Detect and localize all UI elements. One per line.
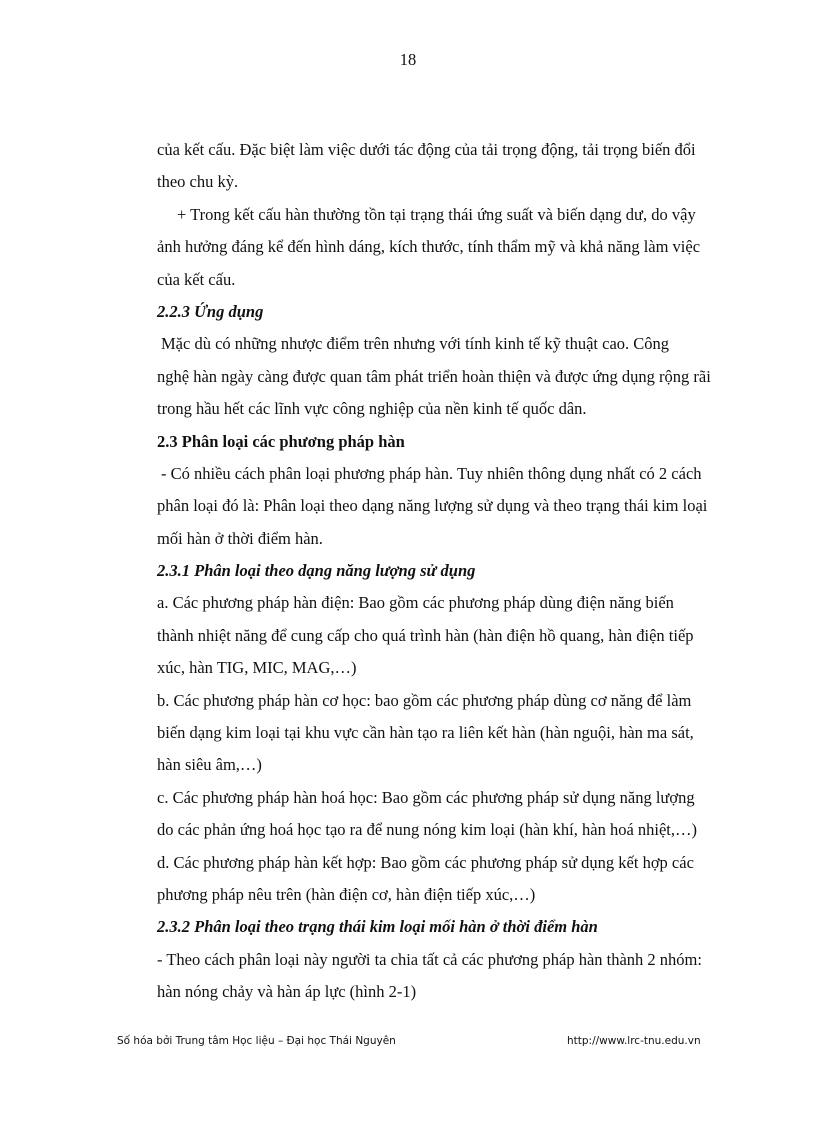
paragraph-line: thành nhiệt năng để cung cấp cho quá trình hàn (hàn điện hồ quang, hàn điện tiếp bbox=[157, 625, 694, 645]
section-heading: 2.3.2 Phân loại theo trạng thái kim loại mối hàn ở thời điểm hàn bbox=[157, 917, 598, 937]
paragraph-line: biến dạng kim loại tại khu vực cần hàn tạo ra liên kết hàn (hàn nguội, hàn ma sát, bbox=[157, 723, 694, 743]
paragraph-line: d. Các phương pháp hàn kết hợp: Bao gồm các phương pháp sử dụng kết hợp các bbox=[157, 852, 694, 872]
paragraph-line: nghệ hàn ngày càng được quan tâm phát triển hoàn thiện và được ứng dụng rộng rãi bbox=[157, 366, 711, 386]
paragraph-line: phương pháp nêu trên (hàn điện cơ, hàn điện tiếp xúc,…) bbox=[157, 884, 536, 904]
section-heading: 2.3 Phân loại các phương pháp hàn bbox=[157, 431, 405, 451]
paragraph-line: c. Các phương pháp hàn hoá học: Bao gồm các phương pháp sử dụng năng lượng bbox=[157, 787, 695, 807]
paragraph-line: + Trong kết cấu hàn thường tồn tại trạng thái ứng suất và biến dạng dư, do vậy bbox=[177, 204, 696, 224]
section-heading: 2.3.1 Phân loại theo dạng năng lượng sử dụng bbox=[157, 561, 476, 581]
paragraph-line: trong hầu hết các lĩnh vực công nghiệp của nền kinh tế quốc dân. bbox=[157, 399, 587, 419]
paragraph-line: theo chu kỳ. bbox=[157, 172, 239, 192]
paragraph-line: ảnh hưởng đáng kể đến hình dáng, kích thước, tính thẩm mỹ và khả năng làm việc bbox=[157, 237, 701, 257]
footer-credit: Số hóa bởi Trung tâm Học liệu – Đại học Thái Nguyên bbox=[117, 1035, 396, 1047]
paragraph-line: Mặc dù có những nhược điểm trên nhưng với tính kinh tế kỹ thuật cao. Công bbox=[161, 334, 670, 354]
paragraph-line: hàn nóng chảy và hàn áp lực (hình 2-1) bbox=[157, 982, 417, 1002]
paragraph-line: do các phản ứng hoá học tạo ra để nung nóng kim loại (hàn khí, hàn hoá nhiệt,…) bbox=[157, 820, 698, 840]
page-number: 18 bbox=[399, 50, 417, 69]
paragraph-line: của kết cấu. Đặc biệt làm việc dưới tác động của tải trọng động, tải trọng biến đổi bbox=[157, 140, 696, 159]
section-heading: 2.2.3 Ứng dụng bbox=[157, 301, 264, 321]
paragraph-line: b. Các phương pháp hàn cơ học: bao gồm các phương pháp dùng cơ năng để làm bbox=[157, 690, 692, 710]
paragraph-line: xúc, hàn TIG, MIC, MAG,…) bbox=[157, 658, 357, 678]
paragraph-line: phân loại đó là: Phân loại theo dạng năng lượng sử dụng và theo trạng thái kim loại bbox=[157, 496, 708, 516]
paragraph-line: hàn siêu âm,…) bbox=[157, 755, 262, 775]
page-footer bbox=[0, 1035, 816, 1055]
paragraph-line: của kết cấu. bbox=[157, 269, 236, 289]
paragraph-line: - Có nhiều cách phân loại phương pháp hàn. Tuy nhiên thông dụng nhất có 2 cách bbox=[161, 463, 702, 483]
footer-url: http://www.lrc-tnu.edu.vn bbox=[567, 1035, 701, 1047]
paragraph-line: mối hàn ở thời điểm hàn. bbox=[157, 528, 323, 548]
paragraph-line: - Theo cách phân loại này người ta chia tất cả các phương pháp hàn thành 2 nhóm: bbox=[157, 949, 702, 969]
paragraph-line: a. Các phương pháp hàn điện: Bao gồm các phương pháp dùng điện năng biến bbox=[157, 593, 674, 613]
document-body bbox=[157, 134, 725, 1009]
